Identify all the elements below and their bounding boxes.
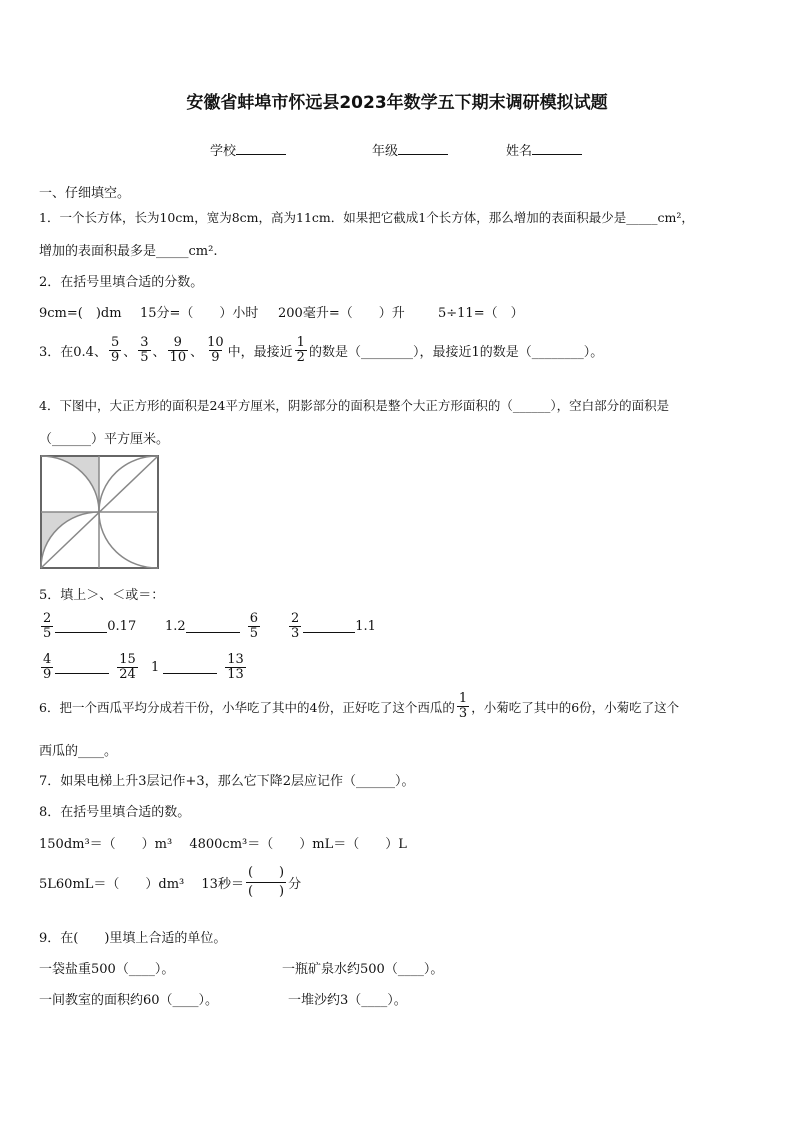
q9-a: 一袋盐重500（____）。 [39, 962, 175, 977]
section-heading: 一、仔细填空。 [39, 186, 131, 201]
q1-line2: 增加的表面积最多是_____cm². [39, 244, 218, 259]
fraction: $\frac{3}{5}$ [140, 335, 149, 365]
q8-line1: 150dm³＝（ ）m³ 4800cm³＝（ ）mL＝（ ）L [39, 837, 407, 852]
fraction: $\frac{( )}{( )}$ [247, 865, 285, 899]
fraction: $\frac{5}{9}$ [110, 335, 120, 365]
q9-d: 一堆沙约3（____）。 [288, 993, 407, 1008]
fraction: $\frac{13}{13}$ [227, 652, 244, 682]
q5-row1-b: 1.2 $\frac{6}{5}$ [165, 611, 258, 641]
q8-text: 8．在括号里填合适的数。 [39, 805, 191, 820]
q6-line1: 6．把一个西瓜平均分成若干份，小华吃了其中的4份，正好吃了这个西瓜的 $\frac{1}{3}$ ，小菊吃了其中的6份，小菊吃了这个 [39, 691, 680, 721]
q2-item-3: 200毫升=（ ）升 [278, 306, 405, 321]
fraction: $\frac{4}{9}$ [43, 652, 52, 682]
grade-label: 年级 [372, 144, 399, 159]
q6-line2: 西瓜的____。 [39, 744, 118, 759]
fraction: $\frac{6}{5}$ [249, 611, 258, 641]
q2-item-1: 9cm=( )dm [39, 306, 122, 321]
name-field[interactable] [506, 140, 582, 159]
q5-row2-a [39, 653, 140, 682]
q3-line: 3．在0.4、 $\frac{5}{9}$ 、 $\frac{3}{5}$ 、 $\frac{9}{10}$ 、 $\frac{10}{9}$ 中，最接近 $\frac{1}{2}$ 的数是（________），最接近1的数是（________）。 [39, 335, 604, 365]
q2-item-4: 5÷11=（ ） [438, 306, 524, 321]
fraction: $\frac{1}{2}$ [296, 335, 305, 365]
name-label: 姓名 [506, 144, 533, 159]
q2-item-2: 15分=（ ）小时 [140, 306, 259, 321]
fraction: $\frac{1}{3}$ [458, 691, 468, 721]
q5-row2-b: 1 $\frac{13}{13}$ [151, 652, 244, 682]
q8-line2: 5L60mL＝（ ）dm³ 13秒＝ $\frac{( )}{( )}$ 分 [39, 865, 302, 899]
q3-pre: 3．在0.4、 [39, 345, 107, 360]
q1-line1: 1．一个长方体，长为10cm，宽为8cm，高为11cm．如果把它截成1个长方体，那么增加的表面积最少是_____cm²， [39, 210, 694, 225]
q9-b: 一瓶矿泉水约500（____）。 [282, 962, 444, 977]
q5-row1-c: $\frac{2}{3}$ 1.1 [291, 611, 376, 641]
q4-line1: 4．下图中，大正方形的面积是24平方厘米，阴影部分的面积是整个大正方形面积的（______），空白部分的面积是 [39, 398, 670, 413]
q9-c: 一间教室的面积约60（____）。 [39, 993, 219, 1008]
q9-text: 9．在( )里填上合适的单位。 [39, 931, 227, 946]
school-label: 学校 [210, 144, 237, 159]
school-field[interactable] [210, 140, 286, 159]
fraction: $\frac{2}{5}$ [43, 611, 52, 641]
q2-text: 2．在括号里填合适的分数。 [39, 275, 204, 290]
fraction: $\frac{10}{9}$ [207, 335, 224, 365]
grade-field[interactable] [372, 140, 448, 159]
fraction: $\frac{15}{24}$ [119, 652, 136, 682]
q5-row1-a: $\frac{2}{5}$ 0.17 [43, 611, 137, 641]
square-figure [39, 454, 160, 570]
q5-text: 5．填上＞、＜或＝： [39, 588, 165, 603]
fraction: $\frac{9}{10}$ [169, 335, 187, 365]
q7-text: 7．如果电梯上升3层记作+3，那么它下降2层应记作（______）。 [39, 774, 415, 789]
page-title: 安徽省蚌埠市怀远县2023年数学五下期末调研模拟试题 [186, 93, 608, 113]
fraction: $\frac{2}{3}$ [291, 611, 300, 641]
q4-line2: （______）平方厘米。 [39, 432, 170, 447]
